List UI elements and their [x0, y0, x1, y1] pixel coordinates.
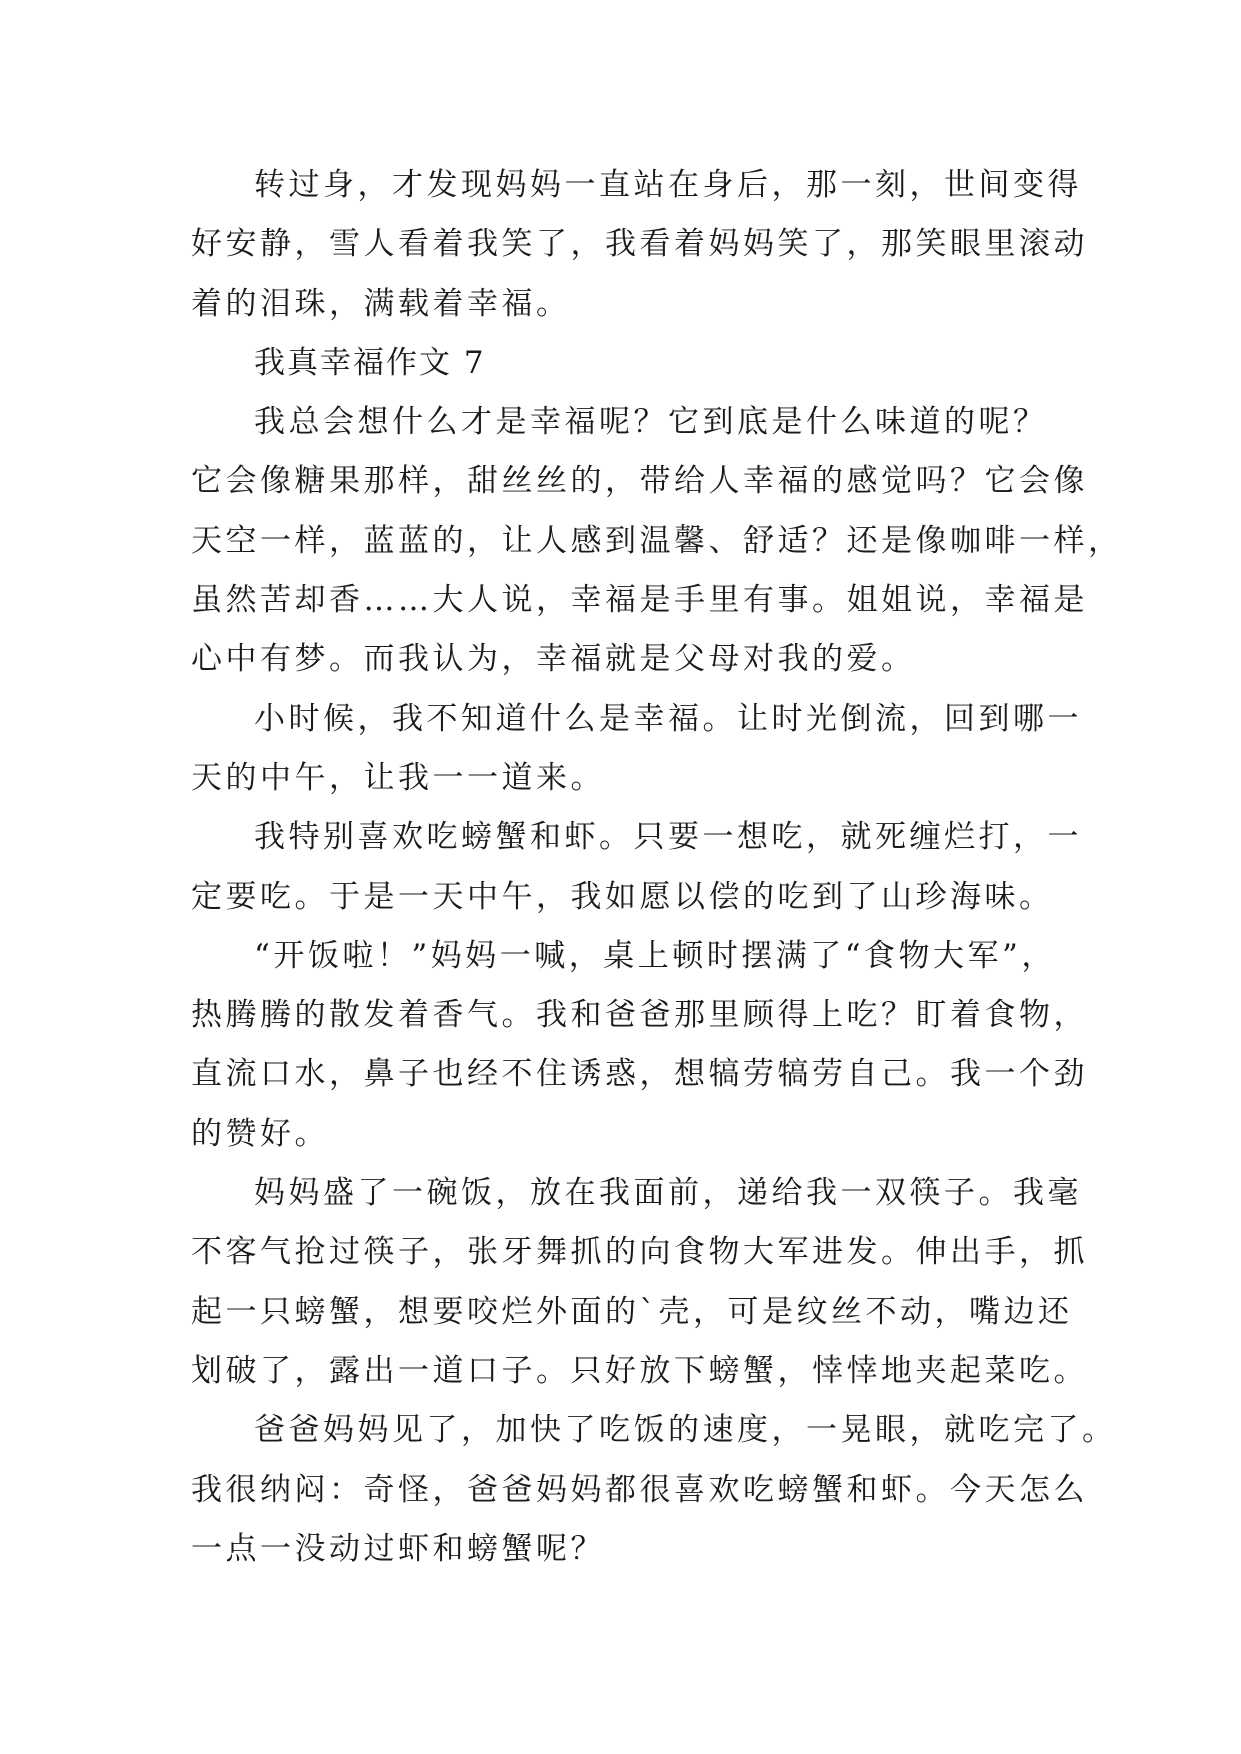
text-line: 虽然苦却香……大人说，幸福是手里有事。姐姐说，幸福是 — [191, 582, 1088, 619]
text-line: 划破了，露出一道口子。只好放下螃蟹，悻悻地夹起菜吃。 — [191, 1352, 1088, 1389]
text-line: 定要吃。于是一天中午，我如愿以偿的吃到了山珍海味。 — [191, 878, 1054, 915]
text-line: 转过身，才发现妈妈一直站在身后，那一刻，世间变得 — [254, 167, 1082, 203]
text-line: 着的泪珠，满载着幸福。 — [191, 285, 571, 322]
text-line: 好安静，雪人看着我笑了，我看着妈妈笑了，那笑眼里滚动 — [191, 226, 1088, 263]
text-line: 起一只螃蟹，想要咬烂外面的`壳，可是纹丝不动，嘴边还 — [191, 1293, 1073, 1330]
text-line: 热腾腾的散发着香气。我和爸爸那里顾得上吃？盯着食物， — [191, 997, 1088, 1034]
text-line: 不客气抢过筷子，张牙舞抓的向食物大军进发。伸出手，抓 — [191, 1234, 1088, 1271]
section-title: 我真幸福作文 7 — [254, 344, 486, 381]
text-line: 爸爸妈妈见了，加快了吃饭的速度，一晃眼，就吃完了。 — [254, 1412, 1117, 1449]
text-line: 天的中午，让我一一道来。 — [191, 759, 605, 796]
text-line: 它会像糖果那样，甜丝丝的，带给人幸福的感觉吗？它会像 — [191, 463, 1088, 500]
text-line: 妈妈盛了一碗饭，放在我面前，递给我一双筷子。我毫 — [254, 1175, 1082, 1212]
text-line: 的赞好。 — [191, 1115, 329, 1152]
text-line: 直流口水，鼻子也经不住诱惑，想犒劳犒劳自己。我一个劲 — [191, 1056, 1088, 1093]
text-line: “开饭啦！”妈妈一喊，桌上顿时摆满了“食物大军”， — [254, 937, 1056, 974]
text-line: 小时候，我不知道什么是幸福。让时光倒流，回到哪一 — [254, 700, 1082, 737]
document-body — [191, 156, 1123, 1579]
text-line: 心中有梦。而我认为，幸福就是父母对我的爱。 — [191, 641, 916, 678]
text-line: 我总会想什么才是幸福呢？它到底是什么味道的呢？ — [254, 404, 1048, 441]
text-line: 天空一样，蓝蓝的，让人感到温馨、舒适？还是像咖啡一样， — [191, 522, 1123, 559]
text-line: 我很纳闷：奇怪，爸爸妈妈都很喜欢吃螃蟹和虾。今天怎么 — [191, 1471, 1088, 1508]
text-line: 一点一没动过虾和螃蟹呢？ — [191, 1530, 605, 1567]
text-line: 我特别喜欢吃螃蟹和虾。只要一想吃，就死缠烂打，一 — [254, 819, 1082, 856]
